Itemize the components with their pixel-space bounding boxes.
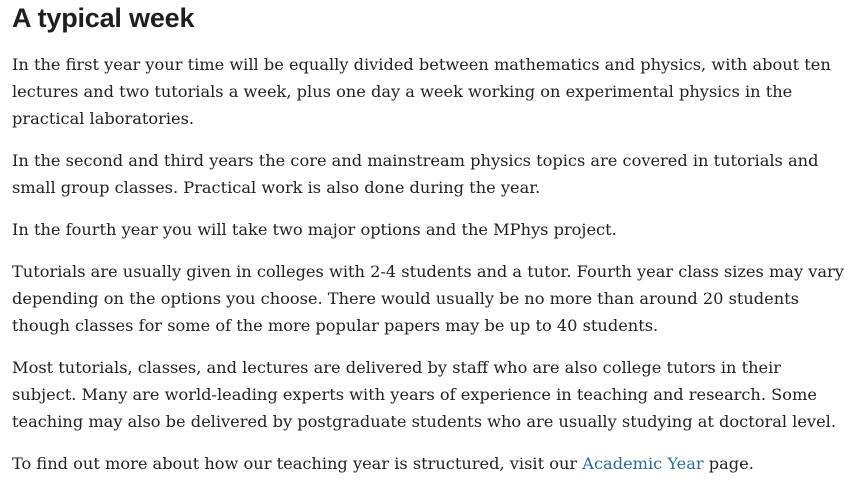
section-content [12,51,845,492]
paragraph-teaching-staff: Most tutorials, classes, and lectures are delivered by staff who are also college tutors in their subject. Many are world-leading experts with years of experience in teaching and research. Some teaching may also be delivered by postgraduate students who are usually studying at doctoral level. [12,358,836,431]
academic-year-link[interactable]: Academic Year [582,454,704,473]
paragraph-fourth-year: In the fourth year you will take two major options and the MPhys project. [12,220,617,239]
paragraph-academic-year [12,450,845,477]
academic-year-text-before: To find out more about how our teaching year is structured, visit our [12,454,583,473]
section-heading: A typical week [12,3,195,33]
academic-year-text-after: page. [703,454,754,473]
paragraph-first-year: In the first year your time will be equally divided between mathematics and physics, with about ten lectures and two tutorials a week, plus one day a week working on experimental physics in the practical laboratories. [12,55,831,128]
paragraph-tutorials: Tutorials are usually given in colleges with 2-4 students and a tutor. Fourth year class sizes may vary depending on the options you choose. There would usually be no more than around 20 students though classes for some of the more popular papers may be up to 40 students. [12,262,844,335]
paragraph-second-third-years: In the second and third years the core and mainstream physics topics are covered in tutorials and small group classes. Practical work is also done during the year. [12,151,819,197]
